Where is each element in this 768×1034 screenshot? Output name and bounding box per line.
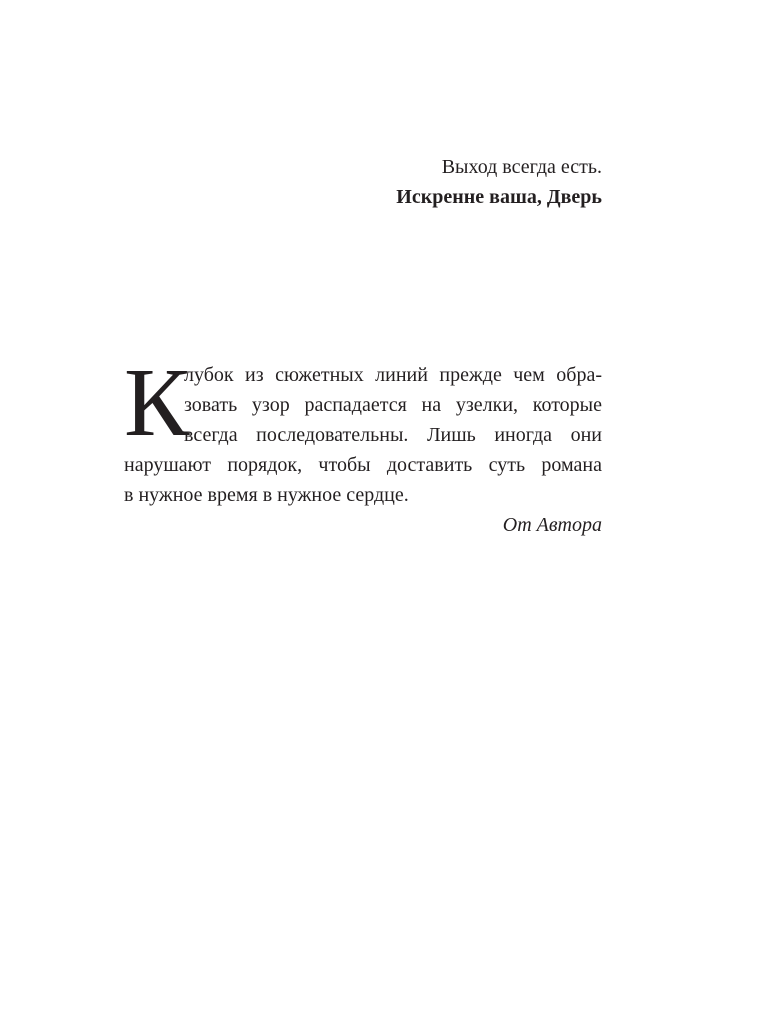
passage-line-1: лубок из сюжетных линий прежде чем обра- [184,364,602,386]
passage-line-4: нарушают порядок, чтобы доставить суть романа [124,454,602,476]
passage-line-5: в нужное время в нужное сердце. [124,484,409,506]
epigraph [396,152,602,212]
passage-line-2: зовать узор распадается на узелки, которые [184,394,602,416]
epigraph-signature: Искренне ваша, Дверь [396,186,602,208]
drop-cap: К [124,349,190,457]
passage-attribution: От Автора [502,514,602,536]
author-passage [124,349,602,540]
passage-line-3: всегда последовательны. Лишь иногда они [184,424,602,446]
epigraph-line: Выход всегда есть. [441,156,602,178]
